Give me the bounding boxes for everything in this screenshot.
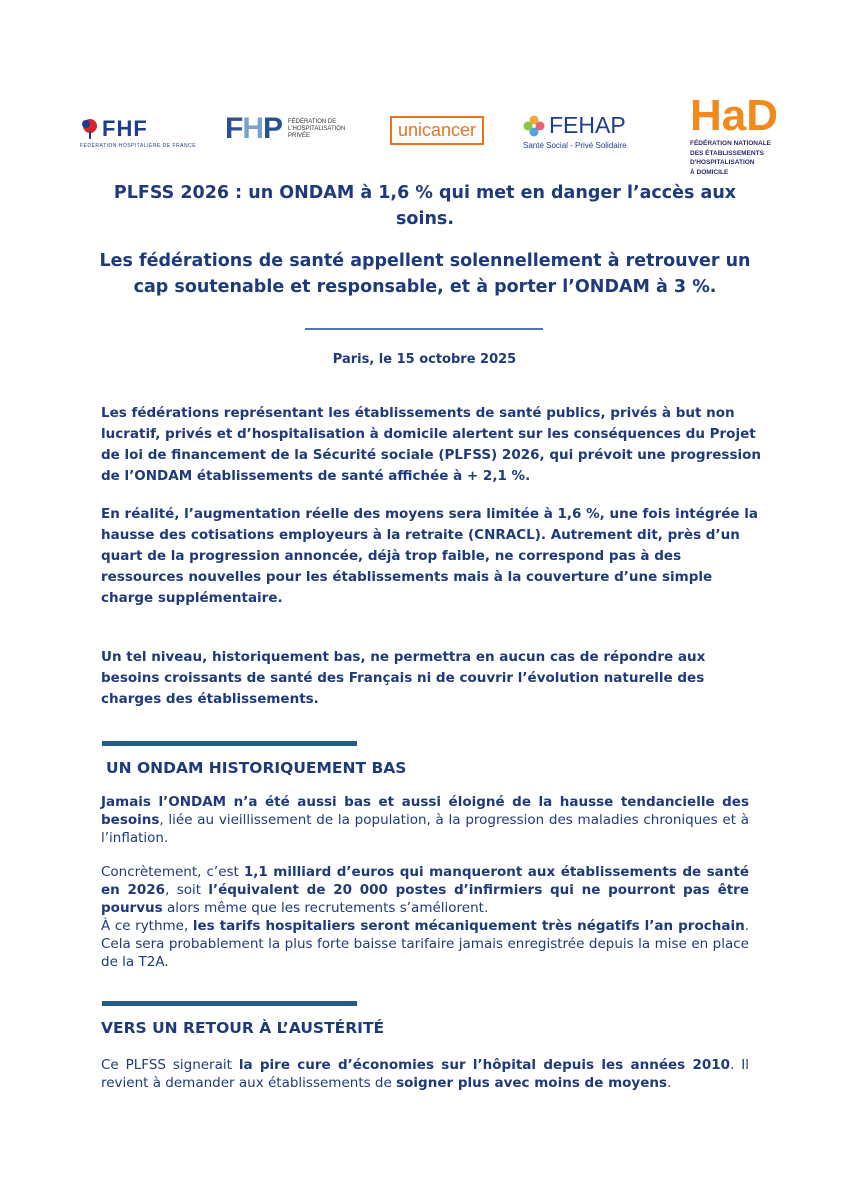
section-title-ondam: UN ONDAM HISTORIQUEMENT BAS [106,759,407,777]
fehap-subtitle: Santé Social - Privé Solidaire [523,141,627,150]
unicancer-logo [390,116,484,145]
section-rule-2 [102,1001,357,1006]
section1-paragraph-1: Jamais l’ONDAM n’a été aussi bas et aussi éloigné de la hausse tendancielle des besoins, liée au vieillissement de la population, à la progression des maladies chroniques et à l’inflation. [101,794,749,846]
had-logo [690,91,779,176]
fhp-logo [225,112,348,146]
fehap-wordmark: FEHAP [549,112,626,138]
fhf-wordmark: FHF [102,116,148,141]
intro-paragraph-2: En réalité, l’augmentation réelle des moyens sera limitée à 1,6 %, une fois intégrée la hausse des cotisations employeurs à la retraite (CNRACL). Autrement dit, près d’un quart de la progression annoncée, déjà trop faible, ne correspond pas à des ressources nouvelles pour les établissements mais à la couverture d’une simple charge supplémentaire. [101,506,758,606]
intro-paragraph-1: Les fédérations représentant les établissements de santé publics, privés à but non lucratif, privés et d’hospitalisation à domicile alertent sur les conséquences du Projet de loi de financement de la Sécurité sociale (PLFSS) 2026, qui prévoit une progression de l’ONDAM établissements de santé affichée à + 2,1 %. [101,405,761,484]
had-subtitle-4: À DOMICILE [690,168,729,176]
section2-paragraph-1: Ce PLFSS signerait la pire cure d’économies sur l’hôpital depuis les années 2010. Il revient à demander aux établissements de soigner plus avec moins de moyens. [101,1057,749,1091]
intro-paragraph-3: Un tel niveau, historiquement bas, ne permettra en aucun cas de répondre aux besoins croissants de santé des Français ni de couvrir l’évolution naturelle des charges des établissements. [101,649,706,707]
had-subtitle-3: D'HOSPITALISATION [690,159,755,166]
section-title-austerite: VERS UN RETOUR À L’AUSTÉRITÉ [101,1019,385,1037]
had-subtitle-1: FÉDÉRATION NATIONALE [690,140,772,147]
title-separator [305,328,543,330]
fhf-subtitle: FÉDÉRATION HOSPITALIÈRE DE FRANCE [80,143,197,149]
fhf-logo [80,116,196,149]
dateline: Paris, le 15 octobre 2025 [332,352,517,367]
flower-icon [523,115,545,137]
section1-paragraph-2: Concrètement, c’est 1,1 milliard d’euros qui manqueront aux établissements de santé en 2026, soit l’équivalent de 20 000 postes d’infirmiers qui ne pourront pas être pourvus alors même que les recrutements s’améliorent. À ce rythme, les tarifs hospitaliers seront mécaniquement très négatifs l’an prochain. Cela sera probablement la plus forte baisse tarifaire jamais enregistrée depuis la mise en place de la T2A. [101,864,749,970]
headline-block [95,180,755,300]
had-wordmark: HaD [690,91,779,140]
fhp-wordmark: FHP [225,112,283,145]
had-subtitle-2: DES ÉTABLISSEMENTS [690,149,764,157]
page-title: PLFSS 2026 : un ONDAM à 1,6 % qui met en danger l’accès aux soins. [113,183,737,229]
section-rule-1 [102,741,357,746]
fhp-subtitle: FÉDÉRATION DE L'HOSPITALISATION PRIVÉE [288,118,346,139]
page-subtitle: Les fédérations de santé appellent solennellement à retrouver un cap soutenable et responsable, et à porter l’ONDAM à 3 %. [99,251,751,297]
logo-bar [0,91,849,176]
unicancer-wordmark: unicancer [398,120,477,140]
tree-icon [80,118,100,140]
fehap-logo [523,112,627,150]
